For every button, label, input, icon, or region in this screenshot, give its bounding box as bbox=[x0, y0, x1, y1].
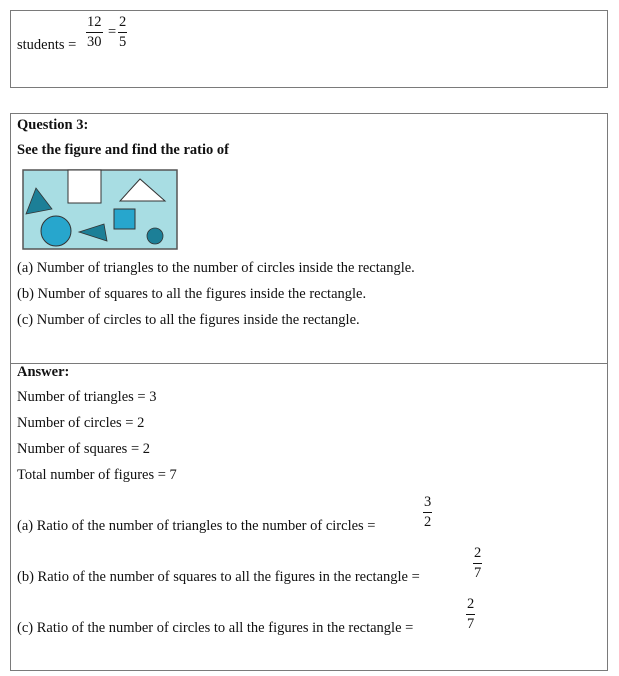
question-part-a: (a) Number of triangles to the number of circles inside the rectangle. bbox=[17, 260, 415, 276]
answer-heading: Answer: bbox=[17, 364, 70, 380]
count-circles: Number of circles = 2 bbox=[17, 415, 145, 431]
count-total: Total number of figures = 7 bbox=[17, 467, 177, 483]
ratio-a-fraction: $\frac{3}{2}$ bbox=[424, 494, 432, 530]
shapes-figure bbox=[22, 169, 178, 250]
fraction-2-5: $\frac{2}{5}$ bbox=[119, 14, 127, 50]
fraction-12-30: $\frac{12}{30}$ bbox=[87, 14, 102, 50]
equals-sign: = bbox=[108, 24, 117, 40]
square-icon bbox=[114, 209, 135, 229]
ratio-b-text: (b) Ratio of the number of squares to all the figures in the rectangle = bbox=[17, 569, 420, 585]
question-answer-box bbox=[10, 113, 608, 671]
students-label: students = bbox=[17, 37, 77, 53]
count-squares: Number of squares = 2 bbox=[17, 441, 151, 457]
section-divider bbox=[11, 363, 607, 364]
question-part-b: (b) Number of squares to all the figures inside the rectangle. bbox=[17, 286, 367, 302]
question-heading: Question 3: bbox=[17, 117, 89, 133]
ratio-a-text: (a) Ratio of the number of triangles to the number of circles = bbox=[17, 518, 376, 534]
ratio-c-text: (c) Ratio of the number of circles to all the figures in the rectangle = bbox=[17, 620, 414, 636]
previous-answer-box bbox=[10, 10, 608, 88]
count-triangles: Number of triangles = 3 bbox=[17, 389, 157, 405]
ratio-c-fraction: $\frac{2}{7}$ bbox=[467, 596, 475, 632]
square-icon bbox=[68, 170, 101, 203]
ratio-b-fraction: $\frac{2}{7}$ bbox=[474, 545, 482, 581]
question-part-c: (c) Number of circles to all the figures inside the rectangle. bbox=[17, 312, 360, 328]
circle-icon bbox=[147, 228, 163, 244]
circle-icon bbox=[41, 216, 71, 246]
question-prompt: See the figure and find the ratio of bbox=[17, 142, 229, 158]
